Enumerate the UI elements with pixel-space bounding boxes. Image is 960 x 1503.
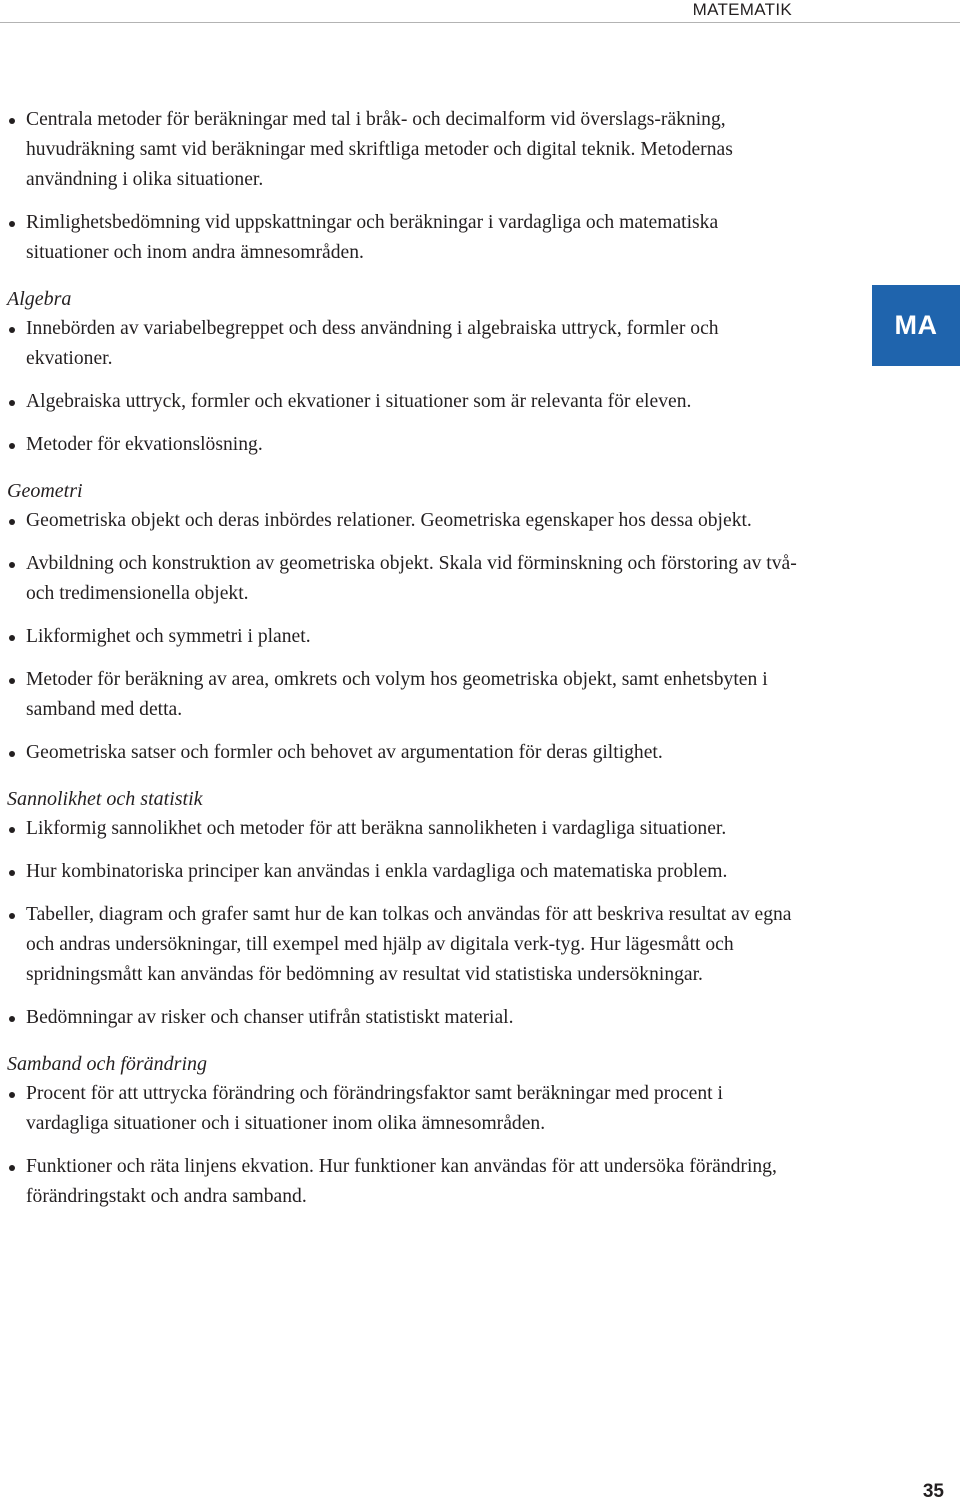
list-item: Avbildning och konstruktion av geometriska objekt. Skala vid förminskning och förstoring av två- och tredimensionella objekt. xyxy=(7,549,797,609)
list-item: Algebraiska uttryck, formler och ekvationer i situationer som är relevanta för eleven. xyxy=(7,387,797,417)
page-number: 35 xyxy=(922,1481,944,1502)
section-heading-sannolikhet: Sannolikhet och statistik xyxy=(7,788,203,810)
list-item: Innebörden av variabelbegreppet och dess användning i algebraiska uttryck, formler och ekvationer. xyxy=(7,314,797,374)
list-item: Geometriska satser och formler och behovet av argumentation för deras giltighet. xyxy=(7,738,797,768)
main-content xyxy=(7,105,797,1225)
section-heading-samband: Samband och förändring xyxy=(7,1053,207,1075)
sannolikhet-list xyxy=(7,814,797,1033)
list-item: Metoder för beräkning av area, omkrets och volym hos geometriska objekt, samt enhetsbyten i samband med detta. xyxy=(7,665,797,725)
intro-list xyxy=(7,105,797,268)
list-item: Procent för att uttrycka förändring och förändringsfaktor samt beräkningar med procent i vardagliga situationer och i situationer inom olika ämnesområden. xyxy=(7,1079,797,1139)
list-item: Centrala metoder för beräkningar med tal i bråk- och decimalform vid överslags-räkning, huvudräkning samt vid beräkningar med skriftliga metoder och digital teknik. Metodernas användning i olika situationer. xyxy=(7,105,797,195)
list-item: Likformig sannolikhet och metoder för att beräkna sannolikheten i vardagliga situationer. xyxy=(7,814,797,844)
running-header xyxy=(0,0,960,22)
header-divider xyxy=(0,22,960,23)
list-item: Geometriska objekt och deras inbördes relationer. Geometriska egenskaper hos dessa objekt. xyxy=(7,506,797,536)
list-item: Bedömningar av risker och chanser utifrån statistiskt material. xyxy=(7,1003,797,1033)
algebra-list xyxy=(7,314,797,460)
geometri-list xyxy=(7,506,797,768)
samband-list xyxy=(7,1079,797,1212)
list-item: Hur kombinatoriska principer kan användas i enkla vardagliga och matematiska problem. xyxy=(7,857,797,887)
list-item: Likformighet och symmetri i planet. xyxy=(7,622,797,652)
subject-tab-label: MA xyxy=(894,310,938,340)
section-heading-algebra: Algebra xyxy=(7,288,72,310)
list-item: Metoder för ekvationslösning. xyxy=(7,430,797,460)
section-heading-geometri: Geometri xyxy=(7,480,83,502)
subject-tab xyxy=(872,285,960,366)
list-item: Funktioner och räta linjens ekvation. Hur funktioner kan användas för att undersöka förändring, förändringstakt och andra samband. xyxy=(7,1152,797,1212)
list-item: Tabeller, diagram och grafer samt hur de kan tolkas och användas för att beskriva resultat av egna och andras undersökningar, till exempel med hjälp av digitala verk-tyg. Hur lägesmått och spridningsmått kan användas för bedömning av resultat vid statistiska undersökningar. xyxy=(7,900,797,990)
header-title: MATEMATIK xyxy=(692,0,792,19)
list-item: Rimlighetsbedömning vid uppskattningar och beräkningar i vardagliga och matematiska situationer och inom andra ämnesområden. xyxy=(7,208,797,268)
